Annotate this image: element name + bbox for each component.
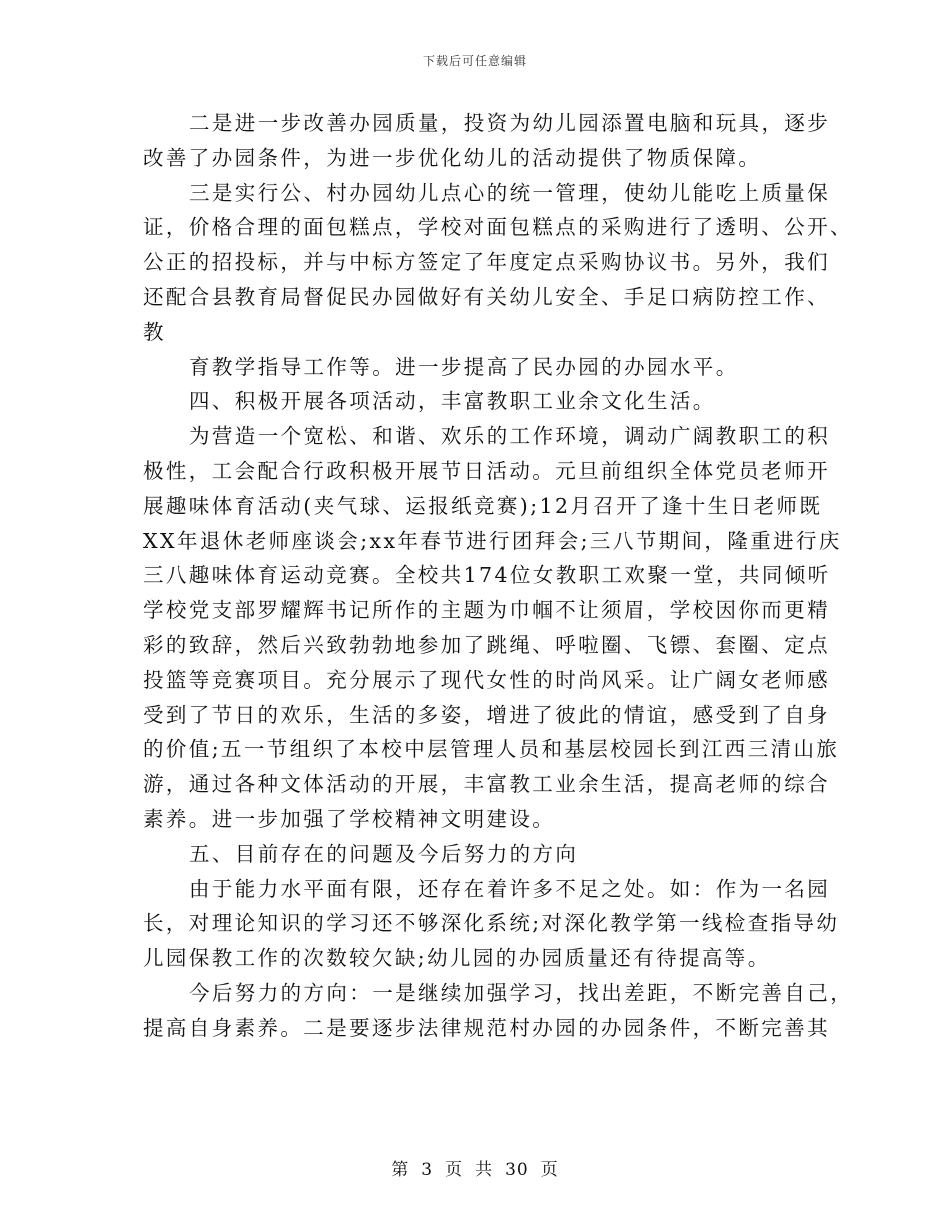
text-line: 长，对理论知识的学习还不够深化系统;对深化教学第一线检查指导幼 <box>143 911 840 936</box>
text-line: 证，价格合理的面包糕点，学校对面包糕点的采购进行了透明、公开、 <box>143 215 853 240</box>
document-body <box>143 106 854 1046</box>
text-line: 游，通过各种文体活动的开展，丰富教工业余生活，提高老师的综合 <box>143 772 830 797</box>
page-footer <box>0 1155 950 1180</box>
text-line: 投篮等竞赛项目。充分展示了现代女性的时尚风采。让广阔女老师感 <box>143 667 830 692</box>
text-line: 儿园保教工作的次数较欠缺;幼儿园的办园质量还有待提高等。 <box>143 946 771 971</box>
footer-suffix: 页 <box>540 1160 559 1180</box>
footer-total-word: 共 <box>475 1160 494 1180</box>
text-line: 三八趣味体育运动竞赛。全校共174位女教职工欢聚一堂，共同倾听 <box>143 563 831 588</box>
footer-total-pages: 30 <box>505 1160 529 1180</box>
footer-page-word: 页 <box>445 1160 464 1180</box>
text-line: 公正的招投标，并与中标方签定了年度定点采购协议书。另外，我们 <box>143 250 830 275</box>
text-line: 提高自身素养。二是要逐步法律规范村办园的办园条件，不断完善其 <box>143 1015 830 1040</box>
text-line: 的价值;五一节组织了本校中层管理人员和基层校园长到江西三清山旅 <box>143 737 840 762</box>
text-line: 育教学指导工作等。进一步提高了民办园的办园水平。 <box>189 354 739 379</box>
text-line: 今后努力的方向：一是继续加强学习，找出差距，不断完善自己， <box>189 980 854 1005</box>
text-line: 为营造一个宽松、和谐、欢乐的工作环境，调动广阔教职工的积 <box>189 424 831 449</box>
text-line: 五、目前存在的问题及今后努力的方向 <box>189 841 579 866</box>
text-line: 由于能力水平面有限，还存在着许多不足之处。如：作为一名园 <box>189 876 831 901</box>
text-line: 学校党支部罗耀辉书记所作的主题为巾帼不让须眉，学校因你而更精 <box>143 598 830 623</box>
text-line: 还配合县教育局督促民办园做好有关幼儿安全、手足口病防控工作、 <box>143 284 830 309</box>
text-line: 教 <box>143 319 166 344</box>
text-line: 三是实行公、村办园幼儿点心的统一管理，使幼儿能吃上质量保 <box>189 180 831 205</box>
text-line: 四、积极开展各项活动，丰富教职工业余文化生活。 <box>189 389 716 414</box>
text-line: 二是进一步改善办园质量，投资为幼儿园添置电脑和玩具，逐步 <box>189 111 831 135</box>
text-line: 彩的致辞，然后兴致勃勃地参加了跳绳、呼啦圈、飞镖、套圈、定点 <box>143 632 830 657</box>
footer-page-number: 3 <box>421 1160 434 1180</box>
text-line: 改善了办园条件，为进一步优化幼儿的活动提供了物质保障。 <box>143 145 762 170</box>
text-line: 素养。进一步加强了学校精神文明建设。 <box>143 806 556 831</box>
page-header: 下载后可任意编辑 <box>422 54 527 68</box>
footer-prefix: 第 <box>391 1160 410 1180</box>
text-line: 极性，工会配合行政积极开展节日活动。元旦前组织全体党员老师开 <box>143 458 830 483</box>
text-line: XX年退休老师座谈会;xx年春节进行团拜会;三八节期间，隆重进行庆 <box>143 528 842 553</box>
text-line: 受到了节日的欢乐，生活的多姿，增进了彼此的情谊，感受到了自身 <box>143 702 830 727</box>
text-line: 展趣味体育活动(夹气球、运报纸竞赛);12月召开了逢十生日老师既 <box>143 493 823 518</box>
